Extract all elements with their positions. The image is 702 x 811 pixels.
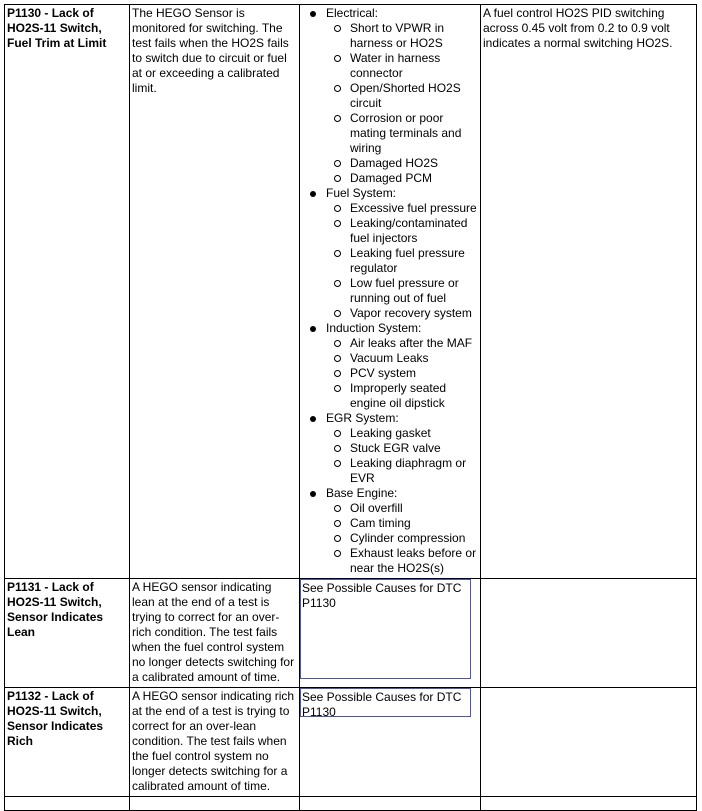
cause-item: Leaking diaphragm or EVR <box>326 456 478 486</box>
cause-item: Excessive fuel pressure <box>326 201 478 216</box>
cause-item: Exhaust leaks before or near the HO2S(s) <box>326 546 478 576</box>
table-row <box>5 5 697 579</box>
cause-category <box>302 321 478 411</box>
empty-cell <box>5 797 130 811</box>
cause-item: Short to VPWR in harness or HO2S <box>326 21 478 51</box>
cause-item: Leaking fuel pressure regulator <box>326 246 478 276</box>
empty-cell <box>300 797 481 811</box>
empty-cell <box>481 797 697 811</box>
category-label: EGR System: <box>326 411 399 425</box>
cause-item: Oil overfill <box>326 501 478 516</box>
possible-causes-link[interactable]: See Possible Causes for DTC P1130 <box>300 688 471 717</box>
cause-item: Leaking/contaminated fuel injectors <box>326 216 478 246</box>
cause-category <box>302 186 478 321</box>
cause-item: Corrosion or poor mating terminals and wiring <box>326 111 478 156</box>
table-row <box>5 797 697 811</box>
cause-category <box>302 411 478 486</box>
cause-category-list <box>302 6 478 576</box>
cause-item: Damaged HO2S <box>326 156 478 171</box>
cause-item: Cam timing <box>326 516 478 531</box>
possible-causes-link[interactable]: See Possible Causes for DTC P1130 <box>300 579 471 679</box>
cause-item: Damaged PCM <box>326 171 478 186</box>
cause-item: Cylinder compression <box>326 531 478 546</box>
cause-item: Leaking gasket <box>326 426 478 441</box>
cause-item: Water in harness connector <box>326 51 478 81</box>
possible-causes-cell <box>300 5 481 579</box>
category-label: Induction System: <box>326 321 422 335</box>
table-row <box>5 688 697 797</box>
possible-causes-cell <box>300 579 481 688</box>
cause-item: Air leaks after the MAF <box>326 336 478 351</box>
dtc-table <box>4 4 697 811</box>
table-row <box>5 579 697 688</box>
category-label: Base Engine: <box>326 486 398 500</box>
description-cell: A HEGO sensor indicating lean at the end of a test is trying to correct for an over-rich condition. The test fails when the fuel control system no longer detects switching for a calibrated amount of time. <box>130 579 300 688</box>
cause-item-list <box>326 201 478 321</box>
cause-item-list <box>326 21 478 186</box>
category-label: Electrical: <box>326 6 379 20</box>
cause-item: Open/Shorted HO2S circuit <box>326 81 478 111</box>
dtc-code-cell: P1130 - Lack of HO2S-11 Switch, Fuel Trim at Limit <box>5 5 130 579</box>
dtc-code-cell: P1132 - Lack of HO2S-11 Switch, Sensor Indicates Rich <box>5 688 130 797</box>
diagnosis-cell <box>481 579 697 688</box>
cause-category <box>302 486 478 576</box>
description-cell: A HEGO sensor indicating rich at the end of a test is trying to correct for an over-lean condition. The test fails when the fuel control system no longer detects switching for a calibrated amount of time. <box>130 688 300 797</box>
empty-cell <box>130 797 300 811</box>
cause-item-list <box>326 501 478 576</box>
diagnosis-cell <box>481 688 697 797</box>
cause-item-list <box>326 426 478 486</box>
cause-item: Stuck EGR valve <box>326 441 478 456</box>
cause-item: Improperly seated engine oil dipstick <box>326 381 478 411</box>
cause-item: Low fuel pressure or running out of fuel <box>326 276 478 306</box>
cause-item: Vapor recovery system <box>326 306 478 321</box>
description-cell: The HEGO Sensor is monitored for switching. The test fails when the HO2S fails to switch due to circuit or fuel at or exceeding a calibrated limit. <box>130 5 300 579</box>
cause-item: PCV system <box>326 366 478 381</box>
cause-item-list <box>326 336 478 411</box>
cause-category <box>302 6 478 186</box>
cause-item: Vacuum Leaks <box>326 351 478 366</box>
category-label: Fuel System: <box>326 186 397 200</box>
dtc-code-cell: P1131 - Lack of HO2S-11 Switch, Sensor Indicates Lean <box>5 579 130 688</box>
possible-causes-cell <box>300 688 481 797</box>
diagnosis-cell: A fuel control HO2S PID switching across 0.45 volt from 0.2 to 0.9 volt indicates a normal switching HO2S. <box>481 5 697 579</box>
